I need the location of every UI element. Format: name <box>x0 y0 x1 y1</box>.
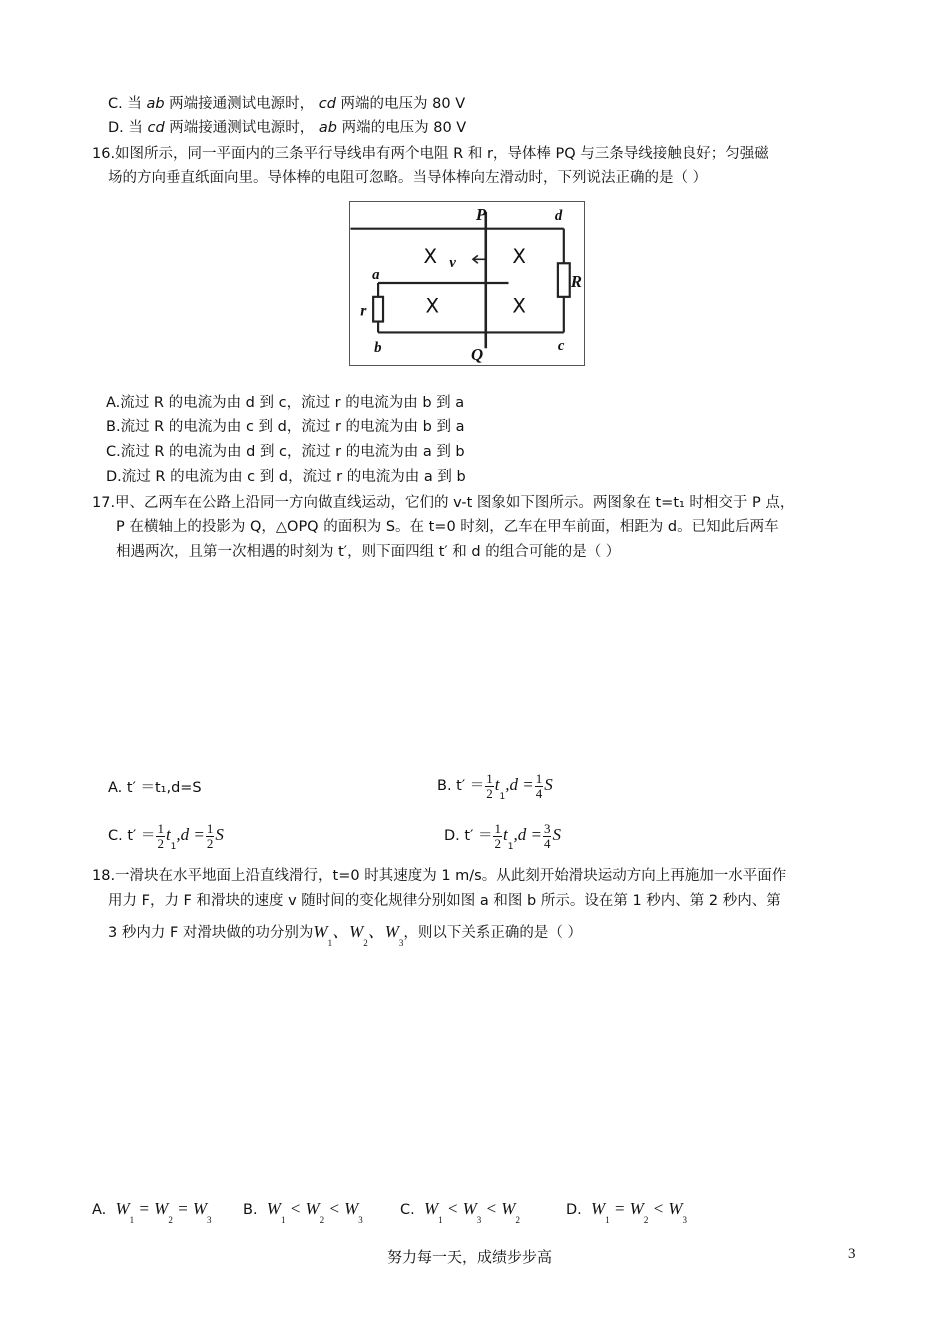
q16-option-a: A.流过 R 的电流为由 d 到 c，流过 r 的电流为由 b 到 a <box>106 395 465 411</box>
q17-option-c: C. t′ ＝ $\frac{1}{2}$ $t_1,d$ = $\frac{1}{2}$ S <box>108 820 224 852</box>
footer-motto: 努力每一天，成绩步步高 <box>387 1250 553 1266</box>
resistor-r <box>373 297 383 322</box>
label-R: R <box>570 271 582 291</box>
q17-stem-line1: 17.甲、乙两车在公路上沿同一方向做直线运动，它们的 v-t 图象如下图所示。两图象在 t=t₁ 时相交于 P 点， <box>92 495 795 511</box>
q18-stem-line1: 18.一滑块在水平地面上沿直线滑行，t=0 时其速度为 1 m/s。从此刻开始滑块运动方向上再施加一水平面作 <box>92 868 787 884</box>
q16-option-d: D.流过 R 的电流为由 c 到 d，流过 r 的电流为由 a 到 b <box>106 469 466 485</box>
field-x-4: X <box>512 294 526 318</box>
q18-stem-line2: 用力 F，力 F 和滑块的速度 v 随时间的变化规律分别如图 a 和图 b 所示。设在第 1 秒内、第 2 秒内、第 <box>108 893 781 909</box>
q18-option-d: D. $W_1 = W_2 < W_3$ <box>566 1199 687 1225</box>
circuit-diagram <box>350 202 584 365</box>
q15-option-c: C. 当 ab 两端接通测试电源时， cd 两端的电压为 80 V <box>108 96 466 112</box>
q17-option-b: B. t′ ＝ $\frac{1}{2}$ $t_1,d$ = $\frac{1}{4}$ S <box>437 770 553 802</box>
label-r: r <box>360 302 367 320</box>
label-b: b <box>374 340 382 357</box>
q16-stem-line2: 场的方向垂直纸面向里。导体棒的电阻可忽略。当导体棒向左滑动时，下列说法正确的是（ ） <box>108 170 708 186</box>
q16-circuit-figure <box>349 201 585 366</box>
q16-option-b: B.流过 R 的电流为由 c 到 d，流过 r 的电流为由 b 到 a <box>106 419 465 435</box>
label-v: v <box>449 255 456 272</box>
q18-option-b: B. $W_1 < W_2 < W_3$ <box>243 1199 363 1225</box>
label-P: P <box>475 204 487 224</box>
resistor-R <box>558 263 570 297</box>
q17-option-d: D. t′ ＝ $\frac{1}{2}$ $t_1,d$ = $\frac{3}{4}$ S <box>444 820 561 852</box>
q15-option-d: D. 当 cd 两端接通测试电源时， ab 两端的电压为 80 V <box>108 120 467 136</box>
q18-stem-line3: 3 秒内力 F 对滑块做的功分别为$W_1$、$W_2$、$W_3$，则以下关系正确的是（ ） <box>108 922 583 948</box>
label-a: a <box>372 267 380 284</box>
q17-stem-line2: P 在横轴上的投影为 Q，△OPQ 的面积为 S。在 t=0 时刻，乙车在甲车前面，相距为 d。已知此后两车 <box>116 519 779 535</box>
q18-option-c: C. $W_1 < W_3 < W_2$ <box>400 1199 520 1225</box>
q18-option-a: A. $W_1 = W_2 = W_3$ <box>92 1199 212 1225</box>
field-x-1: X <box>423 245 438 269</box>
q17-stem-line3: 相遇两次，且第一次相遇的时刻为 t′，则下面四组 t′ 和 d 的组合可能的是（ ） <box>116 544 621 560</box>
page-number: 3 <box>848 1246 856 1262</box>
label-Q: Q <box>470 345 484 365</box>
q16-option-c: C.流过 R 的电流为由 d 到 c，流过 r 的电流为由 a 到 b <box>106 444 465 460</box>
field-x-3: X <box>425 294 440 318</box>
field-x-2: X <box>512 245 526 269</box>
label-d: d <box>554 207 563 224</box>
q16-stem-line1: 16.如图所示，同一平面内的三条平行导线串有两个电阻 R 和 r，导体棒 PQ 与三条导线接触良好；匀强磁 <box>92 146 769 162</box>
q17-option-a: A. t′ ＝t₁,d=S <box>108 780 202 796</box>
label-c: c <box>557 338 565 355</box>
